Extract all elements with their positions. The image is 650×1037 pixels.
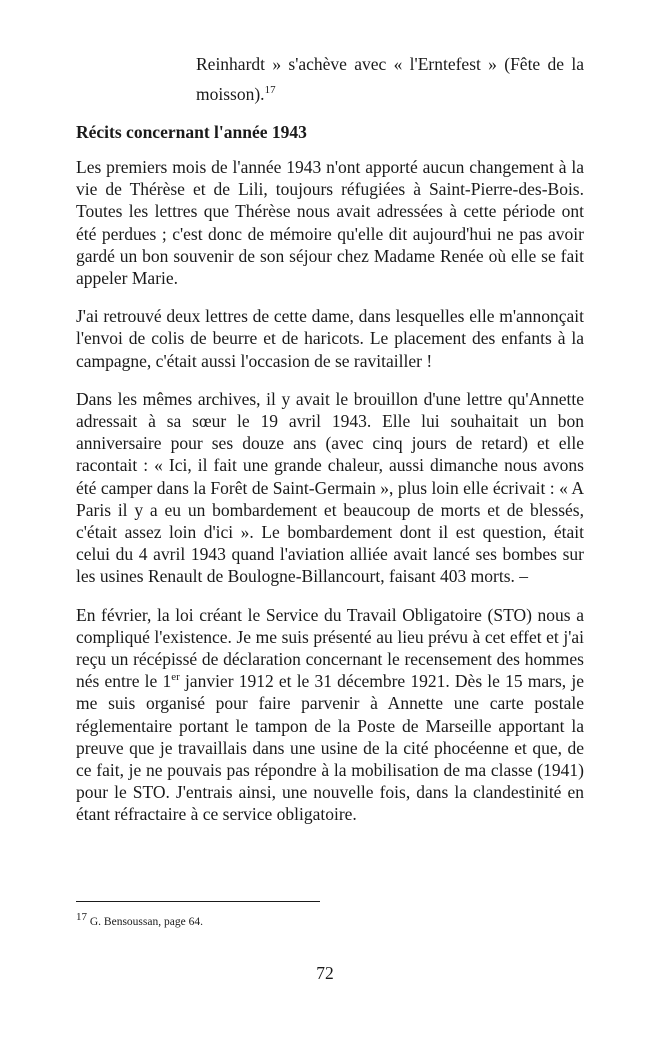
paragraph-archives: Dans les mêmes archives, il y avait le brouillon d'une lettre qu'Annette adressait à sa sœur le 19 avril 1943. Elle lui souhaitait un bon anniversaire pour ses douze ans (avec cinq jours de retard) et elle racontait : « Ici, il fait une grande chaleur, aussi dimanche nous avons été camper dans la Forêt de Saint-Germain », plus loin elle écrivait : « A Paris il y a eu un bombardement et beaucoup de morts et de blessés, c'était assez loin d'ici ». Le bombardement dont il est question, était celui du 4 avril 1943 quand l'aviation alliée avait lancé ses bombes sur les usines Renault de Boulogne-Billancourt, faisant 403 morts. – bbox=[76, 388, 584, 587]
paragraph-letters: J'ai retrouvé deux lettres de cette dame, dans lesquelles elle m'annonçait l'envoi de colis de beurre et de haricots. Le placement des enfants à la campagne, c'était aussi l'occasion de se ravitailler ! bbox=[76, 306, 584, 371]
body-text bbox=[76, 156, 584, 842]
footnote bbox=[76, 911, 203, 930]
quote-continuation-text: Reinhardt » s'achève avec « l'Erntefest » (Fête de la moisson). bbox=[196, 54, 584, 104]
section-heading: Récits concernant l'année 1943 bbox=[76, 122, 307, 142]
footnote-text: G. Bensoussan, page 64. bbox=[87, 916, 203, 928]
footnote-reference: 17 bbox=[264, 84, 276, 97]
page-number: 72 bbox=[316, 963, 334, 983]
sto-text-part2: janvier 1912 et le 31 décembre 1921. Dès le 15 mars, je me suis organisé pour faire parvenir à Annette une carte postale réglementaire portant le tampon de la Poste de Marseille apportant la preuve que je travaillais dans une usine de la cité phocéenne et que, de ce fait, je ne pouvais pas répondre à la mobilisation de ma classe (1941) pour le STO. J'entrais ainsi, une nouvelle fois, dans la clandestinité en étant réfractaire à ce service obligatoire. bbox=[76, 671, 584, 825]
paragraph-early-1943: Les premiers mois de l'année 1943 n'ont apporté aucun changement à la vie de Thérèse et de Lili, toujours réfugiées à Saint-Pierre-des-Bois. Toutes les lettres que Thérèse nous avait adressées à cette période ont été perdues ; c'est donc de mémoire qu'elle dit aujourd'hui ne pas avoir gardé un bon souvenir de son séjour chez Madame Renée où elle se fait appeler Marie. bbox=[76, 157, 584, 289]
footnote-number: 17 bbox=[76, 911, 87, 924]
sto-text-part1: En février, la loi créant le Service du Travail Obligatoire (STO) nous a compliqué l'existence. Je me suis présenté au lieu prévu à cet effet et j'ai reçu un récépissé de déclaration concernant le recensement des hommes nés entre le 1 bbox=[76, 604, 584, 692]
quote-continuation bbox=[196, 49, 584, 109]
ordinal-superscript: er bbox=[171, 671, 180, 684]
paragraph-sto bbox=[76, 604, 584, 826]
footnote-separator bbox=[76, 901, 320, 902]
